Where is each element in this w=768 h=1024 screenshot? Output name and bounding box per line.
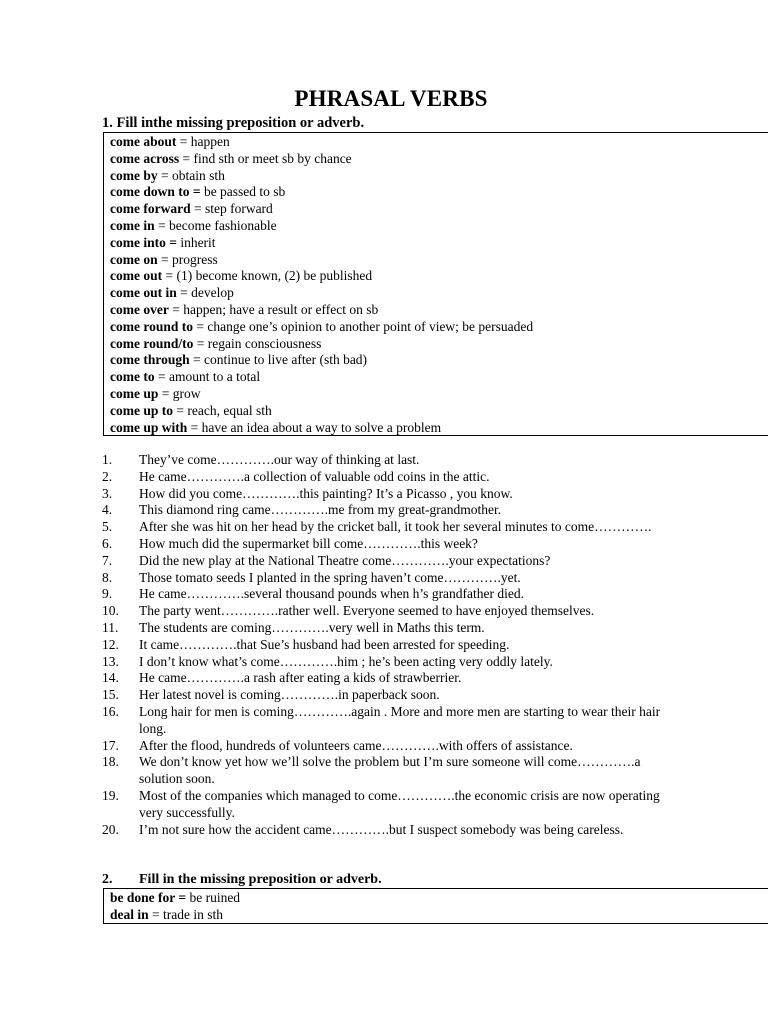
- exercise-item: [102, 704, 682, 738]
- definition-row: [110, 352, 768, 369]
- definition-row: [110, 151, 768, 168]
- exercise-number: 15.: [102, 687, 119, 703]
- exercise-number: 12.: [102, 636, 119, 652]
- exercise-number: 6.: [102, 535, 113, 551]
- exercise-item: [102, 754, 682, 788]
- exercise-item: [102, 502, 682, 519]
- exercise-number: 16.: [102, 703, 119, 719]
- definition-row: [110, 268, 768, 285]
- definition-row: [110, 252, 768, 269]
- exercise-number: 5.: [102, 519, 113, 535]
- meaning: be ruined: [186, 890, 241, 905]
- exercise-text: Her latest novel is coming………….in paperback soon.: [139, 687, 440, 703]
- term: come out: [110, 268, 163, 284]
- meaning: = continue to live after (sth bad): [189, 352, 368, 368]
- term: come out in: [110, 285, 177, 301]
- exercise-item: [102, 670, 682, 687]
- exercise-number: 9.: [102, 586, 113, 602]
- exercise-item: [102, 788, 682, 822]
- exercise-text: After the flood, hundreds of volunteers came………….with offers of assistance.: [139, 737, 573, 753]
- exercise-text: This diamond ring came………….me from my great-grandmother.: [139, 502, 502, 518]
- exercise-number: 2.: [102, 468, 113, 484]
- exercise-text: He came………….several thousand pounds when h’s grandfather died.: [139, 586, 525, 602]
- definition-row: [110, 134, 768, 151]
- term: come up: [110, 385, 159, 401]
- exercise-item: [102, 637, 682, 654]
- exercise-text: Long hair for men is coming………….again . More and more men are starting to wear their hair long.: [139, 703, 661, 736]
- exercise-text: How did you come………….this painting? It’s a Picasso , you know.: [139, 485, 513, 501]
- exercise-list: [102, 452, 682, 838]
- definitions-box-1: [103, 132, 768, 436]
- exercise-item: [102, 553, 682, 570]
- meaning: = regain consciousness: [193, 335, 322, 351]
- exercise-item: [102, 603, 682, 620]
- exercise-text: It came………….that Sue’s husband had been arrested for speeding.: [139, 636, 510, 652]
- term: be done for =: [110, 890, 187, 905]
- term: come round to: [110, 318, 193, 334]
- meaning: be passed to sb: [200, 184, 286, 200]
- exercise-number: 20.: [102, 821, 119, 837]
- term: come across: [110, 150, 180, 166]
- meaning: = find sth or meet sb by chance: [179, 150, 352, 166]
- section-2-number: 2.: [102, 872, 113, 887]
- meaning: = happen; have a result or effect on sb: [168, 301, 379, 317]
- exercise-number: 10.: [102, 603, 119, 619]
- meaning: = become fashionable: [154, 217, 277, 233]
- exercise-item: [102, 738, 682, 755]
- exercise-text: The students are coming………….very well in Maths this term.: [139, 619, 485, 635]
- exercise-item: [102, 536, 682, 553]
- exercise-number: 19.: [102, 787, 119, 803]
- exercise-text: How much did the supermarket bill come………….this week?: [139, 535, 478, 551]
- meaning: = happen: [176, 134, 230, 149]
- definition-row: [110, 285, 768, 302]
- term: deal in: [110, 906, 149, 922]
- exercise-text: I’m not sure how the accident came………….but I suspect somebody was being careless.: [139, 821, 624, 837]
- meaning: = reach, equal sth: [173, 402, 272, 418]
- meaning: = (1) become known, (2) be published: [162, 268, 373, 284]
- term: come up with: [110, 419, 188, 435]
- section-2-heading: [102, 872, 382, 888]
- meaning: = have an idea about a way to solve a problem: [187, 419, 442, 435]
- exercise-number: 7.: [102, 552, 113, 568]
- exercise-number: 1.: [102, 452, 113, 467]
- term: come down to =: [110, 184, 201, 200]
- exercise-text: After she was hit on her head by the cricket ball, it took her several minutes to come………….: [139, 519, 652, 535]
- exercise-item: [102, 687, 682, 704]
- exercise-text: Did the new play at the National Theatre come………….your expectations?: [139, 552, 551, 568]
- section-2-heading-text: Fill in the missing preposition or adverb.: [139, 872, 382, 887]
- term: come through: [110, 352, 190, 368]
- definition-row: [110, 319, 768, 336]
- definition-row: [110, 201, 768, 218]
- meaning: = grow: [158, 385, 201, 401]
- definition-row: [110, 336, 768, 353]
- exercise-text: Most of the companies which managed to come………….the economic crisis are now operating very successfully.: [139, 787, 660, 820]
- definition-row: [110, 302, 768, 319]
- term: come about: [110, 134, 177, 149]
- exercise-item: [102, 654, 682, 671]
- term: come to: [110, 369, 155, 385]
- definition-row: [110, 369, 768, 386]
- definition-row: [110, 403, 768, 420]
- term: come into =: [110, 234, 177, 250]
- definition-row: [110, 184, 768, 201]
- exercise-number: 3.: [102, 485, 113, 501]
- exercise-item: [102, 620, 682, 637]
- exercise-text: I don’t know what’s come………….him ; he’s been acting very oddly lately.: [139, 653, 553, 669]
- exercise-item: [102, 519, 682, 536]
- meaning: = trade in sth: [148, 906, 223, 922]
- definition-row: [110, 420, 768, 437]
- exercise-number: 8.: [102, 569, 113, 585]
- exercise-item: [102, 469, 682, 486]
- exercise-item: [102, 452, 682, 469]
- exercise-text: They’ve come………….our way of thinking at last.: [139, 452, 420, 467]
- exercise-number: 4.: [102, 502, 113, 518]
- term: come forward: [110, 201, 191, 217]
- term: come over: [110, 301, 169, 317]
- exercise-item: [102, 586, 682, 603]
- exercise-text: The party went………….rather well. Everyone seemed to have enjoyed themselves.: [139, 603, 595, 619]
- meaning: = amount to a total: [154, 369, 261, 385]
- exercise-text: He came………….a collection of valuable odd coins in the attic.: [139, 468, 490, 484]
- exercise-item: [102, 486, 682, 503]
- exercise-number: 11.: [102, 619, 119, 635]
- exercise-item: [102, 822, 682, 839]
- meaning: = obtain sth: [157, 167, 225, 183]
- definition-row: [110, 386, 768, 403]
- exercise-number: 13.: [102, 653, 119, 669]
- exercise-number: 18.: [102, 754, 119, 770]
- meaning: = change one’s opinion to another point of view; be persuaded: [193, 318, 534, 334]
- term: come round/to: [110, 335, 194, 351]
- meaning: = develop: [176, 285, 234, 301]
- definition-row: [110, 890, 768, 907]
- exercise-number: 14.: [102, 670, 119, 686]
- definitions-box-2: [103, 888, 768, 924]
- term: come up to: [110, 402, 173, 418]
- exercise-text: We don’t know yet how we’ll solve the problem but I’m sure someone will come………….a solution soon.: [139, 754, 641, 787]
- exercise-number: 17.: [102, 737, 119, 753]
- meaning: inherit: [176, 234, 216, 250]
- term: come by: [110, 167, 158, 183]
- exercise-item: [102, 570, 682, 587]
- exercise-text: He came………….a rash after eating a kids of strawberrier.: [139, 670, 462, 686]
- definition-row: [110, 218, 768, 235]
- term: come in: [110, 217, 155, 233]
- meaning: = progress: [157, 251, 218, 267]
- term: come on: [110, 251, 158, 267]
- definition-row: [110, 235, 768, 252]
- definition-row: [110, 907, 768, 924]
- definition-row: [110, 168, 768, 185]
- meaning: = step forward: [190, 201, 273, 217]
- page-title: PHRASAL VERBS: [294, 86, 488, 111]
- exercise-text: Those tomato seeds I planted in the spring haven’t come………….yet.: [139, 569, 521, 585]
- section-1-heading: 1. Fill inthe missing preposition or adverb.: [102, 115, 365, 131]
